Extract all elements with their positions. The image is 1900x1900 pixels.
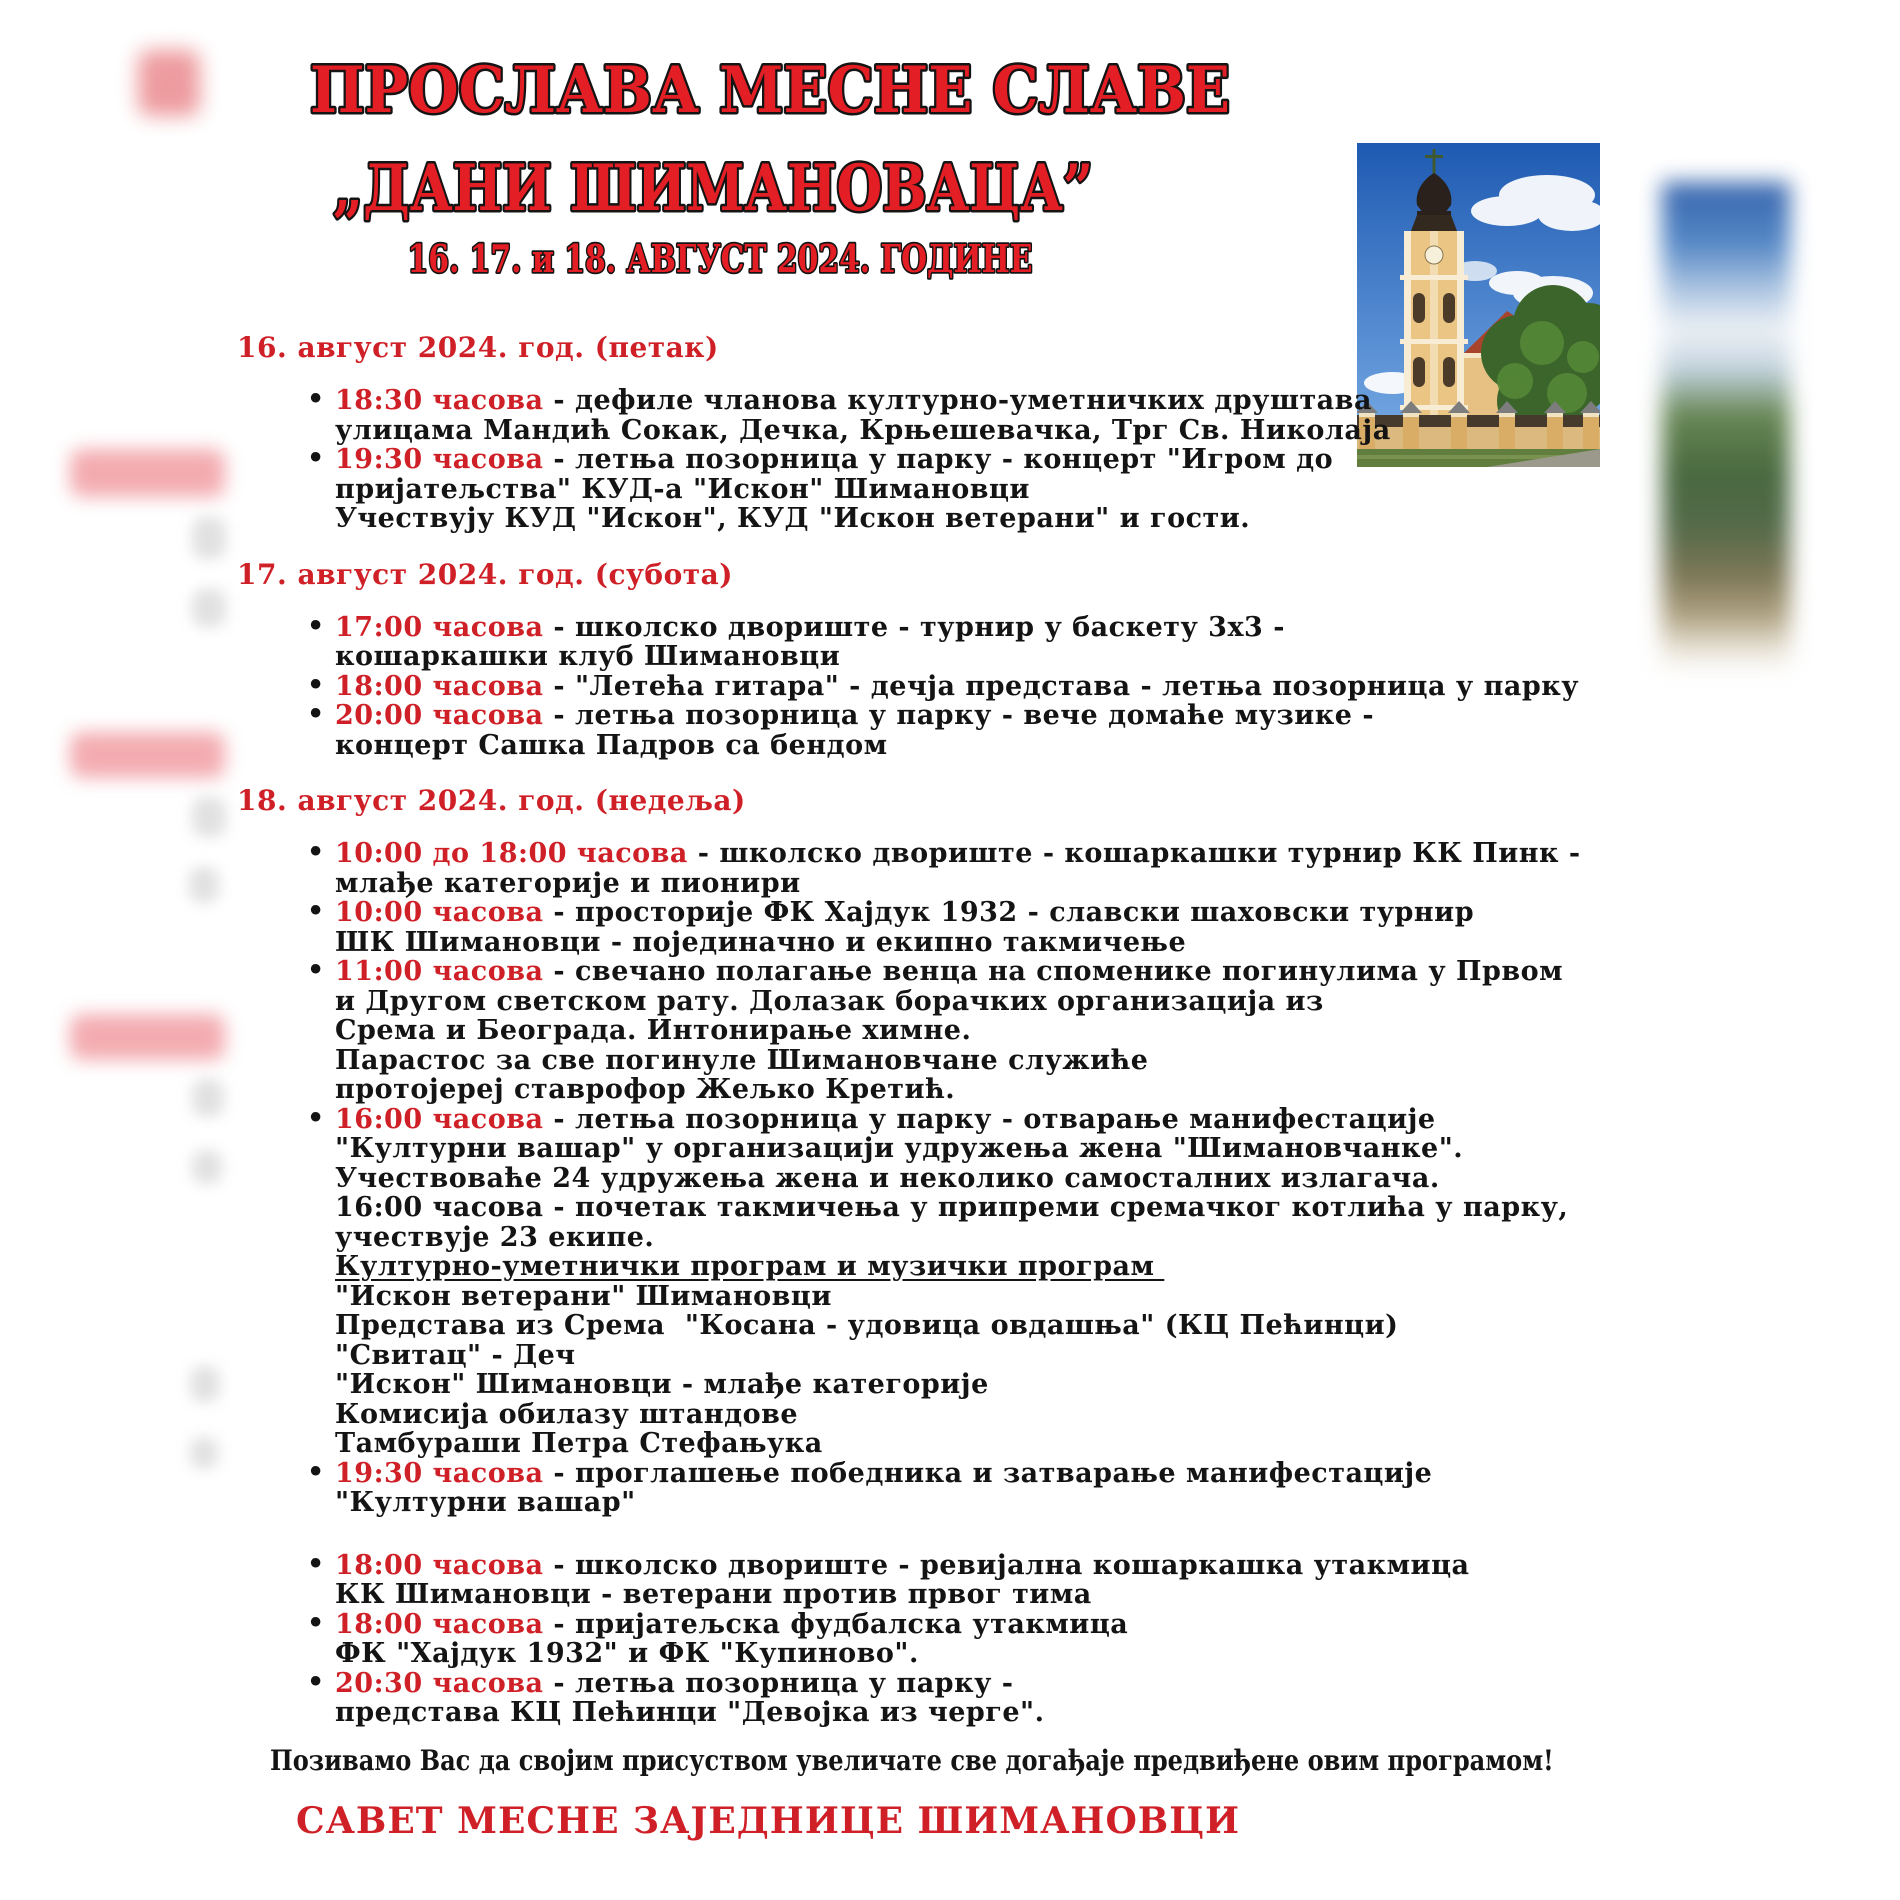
bullet-icon: • bbox=[307, 443, 325, 474]
section-heading: 18. август 2024. год. (недеља) bbox=[237, 784, 746, 817]
item-time: 18:30 часова bbox=[335, 385, 544, 416]
ghost-dot-7 bbox=[190, 1366, 220, 1402]
schedule-item bbox=[237, 1666, 1657, 1728]
bullet-icon: • bbox=[307, 837, 325, 868]
ghost-dot-1 bbox=[192, 517, 226, 559]
item-continuation-line: млађе категорије и пионири bbox=[335, 867, 801, 899]
item-text: - просторије ФК Хајдук 1932 - славски шаховски турнир bbox=[543, 897, 1475, 928]
item-continuation-line: ФК "Хајдук 1932" и ФК "Купиново". bbox=[335, 1638, 919, 1669]
item-first-line bbox=[307, 1102, 1657, 1135]
item-time: 18:00 часова bbox=[335, 670, 544, 702]
item-first-line bbox=[307, 1666, 1657, 1699]
item-text: - "Летећа гитара" - дечја представа - летња позорница у парку bbox=[543, 670, 1579, 702]
program-line: "Искон" Шимановци - млађе категорије bbox=[335, 1369, 989, 1400]
item-continuation-line: КК Шимановци - ветерани против првог тима bbox=[335, 1579, 1092, 1610]
poster-title bbox=[0, 0, 1900, 300]
bullet-icon: • bbox=[307, 669, 325, 701]
schedule-item bbox=[237, 1548, 1657, 1610]
item-time: 18:00 часова bbox=[335, 1549, 544, 1581]
ghost-dot-4 bbox=[189, 867, 219, 903]
item-first-line bbox=[307, 955, 1657, 987]
bullet-icon: • bbox=[307, 610, 325, 642]
item-first-line bbox=[307, 443, 1657, 475]
item-text: - летња позорница у парку - bbox=[543, 1667, 1014, 1699]
item-first-line bbox=[307, 1548, 1657, 1581]
item-continuation-line: Учествују КУД "Искон", КУД "Искон ветерани" и гости. bbox=[335, 503, 1251, 534]
item-time: 10:00 часова bbox=[335, 897, 544, 928]
item-time: 20:30 часова bbox=[335, 1667, 544, 1699]
ghost-dot-2 bbox=[192, 589, 226, 627]
schedule-item bbox=[237, 898, 1657, 957]
item-continuation-line: кошаркашки клуб Шимановци bbox=[335, 641, 841, 672]
bullet-icon: • bbox=[307, 1548, 325, 1580]
item-first-line bbox=[307, 699, 1657, 731]
schedule-item bbox=[237, 839, 1657, 898]
item-time: 17:00 часова bbox=[335, 611, 544, 643]
ghost-red-row-2 bbox=[70, 732, 225, 778]
program-heading: Културно-уметнички програм и музички програм bbox=[335, 1251, 1165, 1282]
invitation-line: Позивамо Вас да својим присуством увеличате све догађаје предвиђене овим програмом! bbox=[270, 1744, 1554, 1777]
item-continuation-line: представа КЦ Пећинци "Девојка из черге". bbox=[335, 1697, 1045, 1728]
section-heading: 17. август 2024. год. (субота) bbox=[237, 557, 734, 591]
item-text: - летња позорница у парку - отварање манифестације bbox=[543, 1103, 1436, 1135]
item-continuation-line: протојереј ставрофор Жељко Кретић. bbox=[335, 1074, 956, 1105]
item-time: 16:00 часова bbox=[335, 1103, 544, 1135]
item-first-line bbox=[307, 1456, 1657, 1489]
item-time: 18:00 часова bbox=[335, 1608, 544, 1640]
item-continuation-line: ШК Шимановци - појединачно и екипно такмичење bbox=[335, 926, 1187, 958]
schedule bbox=[237, 333, 1657, 1754]
item-text: - свечано полагање венца на споменике погинулима у Првом bbox=[543, 956, 1564, 987]
item-continuation-line: пријатељства" КУД-а "Искон" Шимановци bbox=[335, 473, 1030, 505]
program-line: Представа из Срема "Косана - удовица овдашња" (КЦ Пећинци) bbox=[335, 1310, 1399, 1341]
item-time: 11:00 часова bbox=[335, 956, 544, 987]
ghost-dot-6 bbox=[192, 1150, 222, 1184]
ghost-dot-3 bbox=[192, 797, 226, 837]
item-continuation-line: учествује 23 екипе. bbox=[335, 1221, 655, 1253]
title-date-line: 16. 17. и 18. АВГУСТ 2024. ГОДИНЕ bbox=[407, 236, 1033, 281]
schedule-item bbox=[237, 1102, 1657, 1459]
item-text: - проглашење победника и затварање манифестације bbox=[543, 1457, 1433, 1489]
program-line: "Искон ветерани" Шимановци bbox=[335, 1280, 832, 1312]
section-heading: 16. август 2024. год. (петак) bbox=[237, 331, 719, 364]
item-continuation-line: улицама Мандић Сокак, Дечка, Крњешевачка, Трг Св. Николаја bbox=[335, 414, 1391, 446]
schedule-item bbox=[237, 1607, 1657, 1669]
schedule-item bbox=[237, 610, 1657, 672]
item-first-line bbox=[307, 896, 1657, 928]
bullet-icon: • bbox=[307, 1607, 325, 1639]
item-text: - летња позорница у парку - концерт "Игром до bbox=[543, 444, 1334, 475]
bullet-icon: • bbox=[307, 384, 325, 415]
ghost-red-row-1 bbox=[70, 449, 225, 497]
schedule-item bbox=[237, 701, 1657, 760]
program-line: Тамбураши Петра Стефањука bbox=[335, 1428, 823, 1459]
section-items bbox=[237, 610, 1657, 761]
item-continuation-line: Учествоваће 24 удружења жена и неколико самосталних излагача. bbox=[335, 1162, 1440, 1194]
item-continuation-line: "Културни вашар" bbox=[335, 1487, 636, 1518]
item-text: - дефиле чланова културно-уметничких друштава bbox=[543, 385, 1372, 416]
item-first-line bbox=[307, 1607, 1657, 1640]
title-line-1: ПРОСЛАВА МЕСНЕ СЛАВЕ bbox=[310, 53, 1230, 128]
item-text: - школско двориште - кошаркашки турнир КК Пинк - bbox=[687, 838, 1581, 869]
title-line-2: „ДАНИ ШИМАНОВАЦА” bbox=[333, 151, 1093, 226]
item-continuation-line: Срема и Београда. Интонирање химне. bbox=[335, 1015, 972, 1046]
ghost-red-row-3 bbox=[70, 1014, 225, 1060]
item-first-line bbox=[307, 384, 1657, 416]
program-line: "Свитац" - Деч bbox=[335, 1339, 576, 1371]
bullet-icon: • bbox=[307, 699, 325, 730]
item-text: - пријатељска фудбалска утакмица bbox=[543, 1608, 1129, 1640]
item-continuation-line: "Културни вашар" у организацији удружења жена "Шимановчанке". bbox=[335, 1133, 1464, 1164]
schedule-item bbox=[237, 386, 1657, 445]
item-continuation-line: 16:00 часова - почетак такмичења у припреми сремачког котлића у парку, bbox=[335, 1192, 1569, 1223]
schedule-item bbox=[237, 445, 1657, 534]
item-text: - школско двориште - ревијална кошаркашка утакмица bbox=[543, 1549, 1470, 1581]
item-first-line bbox=[307, 837, 1657, 869]
schedule-item bbox=[237, 669, 1657, 702]
bullet-icon: • bbox=[307, 1456, 325, 1488]
schedule-item bbox=[237, 957, 1657, 1105]
item-time: 19:30 часова bbox=[335, 444, 544, 475]
item-first-line bbox=[307, 610, 1657, 643]
item-time: 19:30 часова bbox=[335, 1457, 544, 1489]
bullet-icon: • bbox=[307, 1102, 325, 1134]
item-text: - школско двориште - турнир у баскету 3x3 - bbox=[543, 611, 1285, 643]
section-items bbox=[237, 839, 1657, 1728]
item-continuation-line: Парастос за све погинуле Шимановчане служиће bbox=[335, 1044, 1149, 1076]
ghost-dot-5 bbox=[192, 1079, 224, 1117]
schedule-item bbox=[237, 1456, 1657, 1518]
signature-line: САВЕТ МЕСНЕ ЗАЈЕДНИЦЕ ШИМАНОВЦИ bbox=[295, 1800, 1241, 1842]
section-items bbox=[237, 386, 1657, 534]
item-first-line bbox=[307, 669, 1657, 702]
program-line: Комисија обилазу штандове bbox=[335, 1398, 799, 1430]
bullet-icon: • bbox=[307, 1666, 325, 1698]
ghost-dot-8 bbox=[190, 1437, 218, 1469]
bullet-icon: • bbox=[307, 896, 325, 927]
item-continuation-line: и Другом светском рату. Долазак борачких организација из bbox=[335, 985, 1324, 1017]
item-time: 20:00 часова bbox=[335, 700, 544, 731]
bullet-icon: • bbox=[307, 955, 325, 986]
item-time: 10:00 до 18:00 часова bbox=[335, 838, 688, 869]
item-continuation-line: концерт Сашка Падров са бендом bbox=[335, 729, 888, 761]
item-text: - летња позорница у парку - вече домаће музике - bbox=[543, 700, 1375, 731]
